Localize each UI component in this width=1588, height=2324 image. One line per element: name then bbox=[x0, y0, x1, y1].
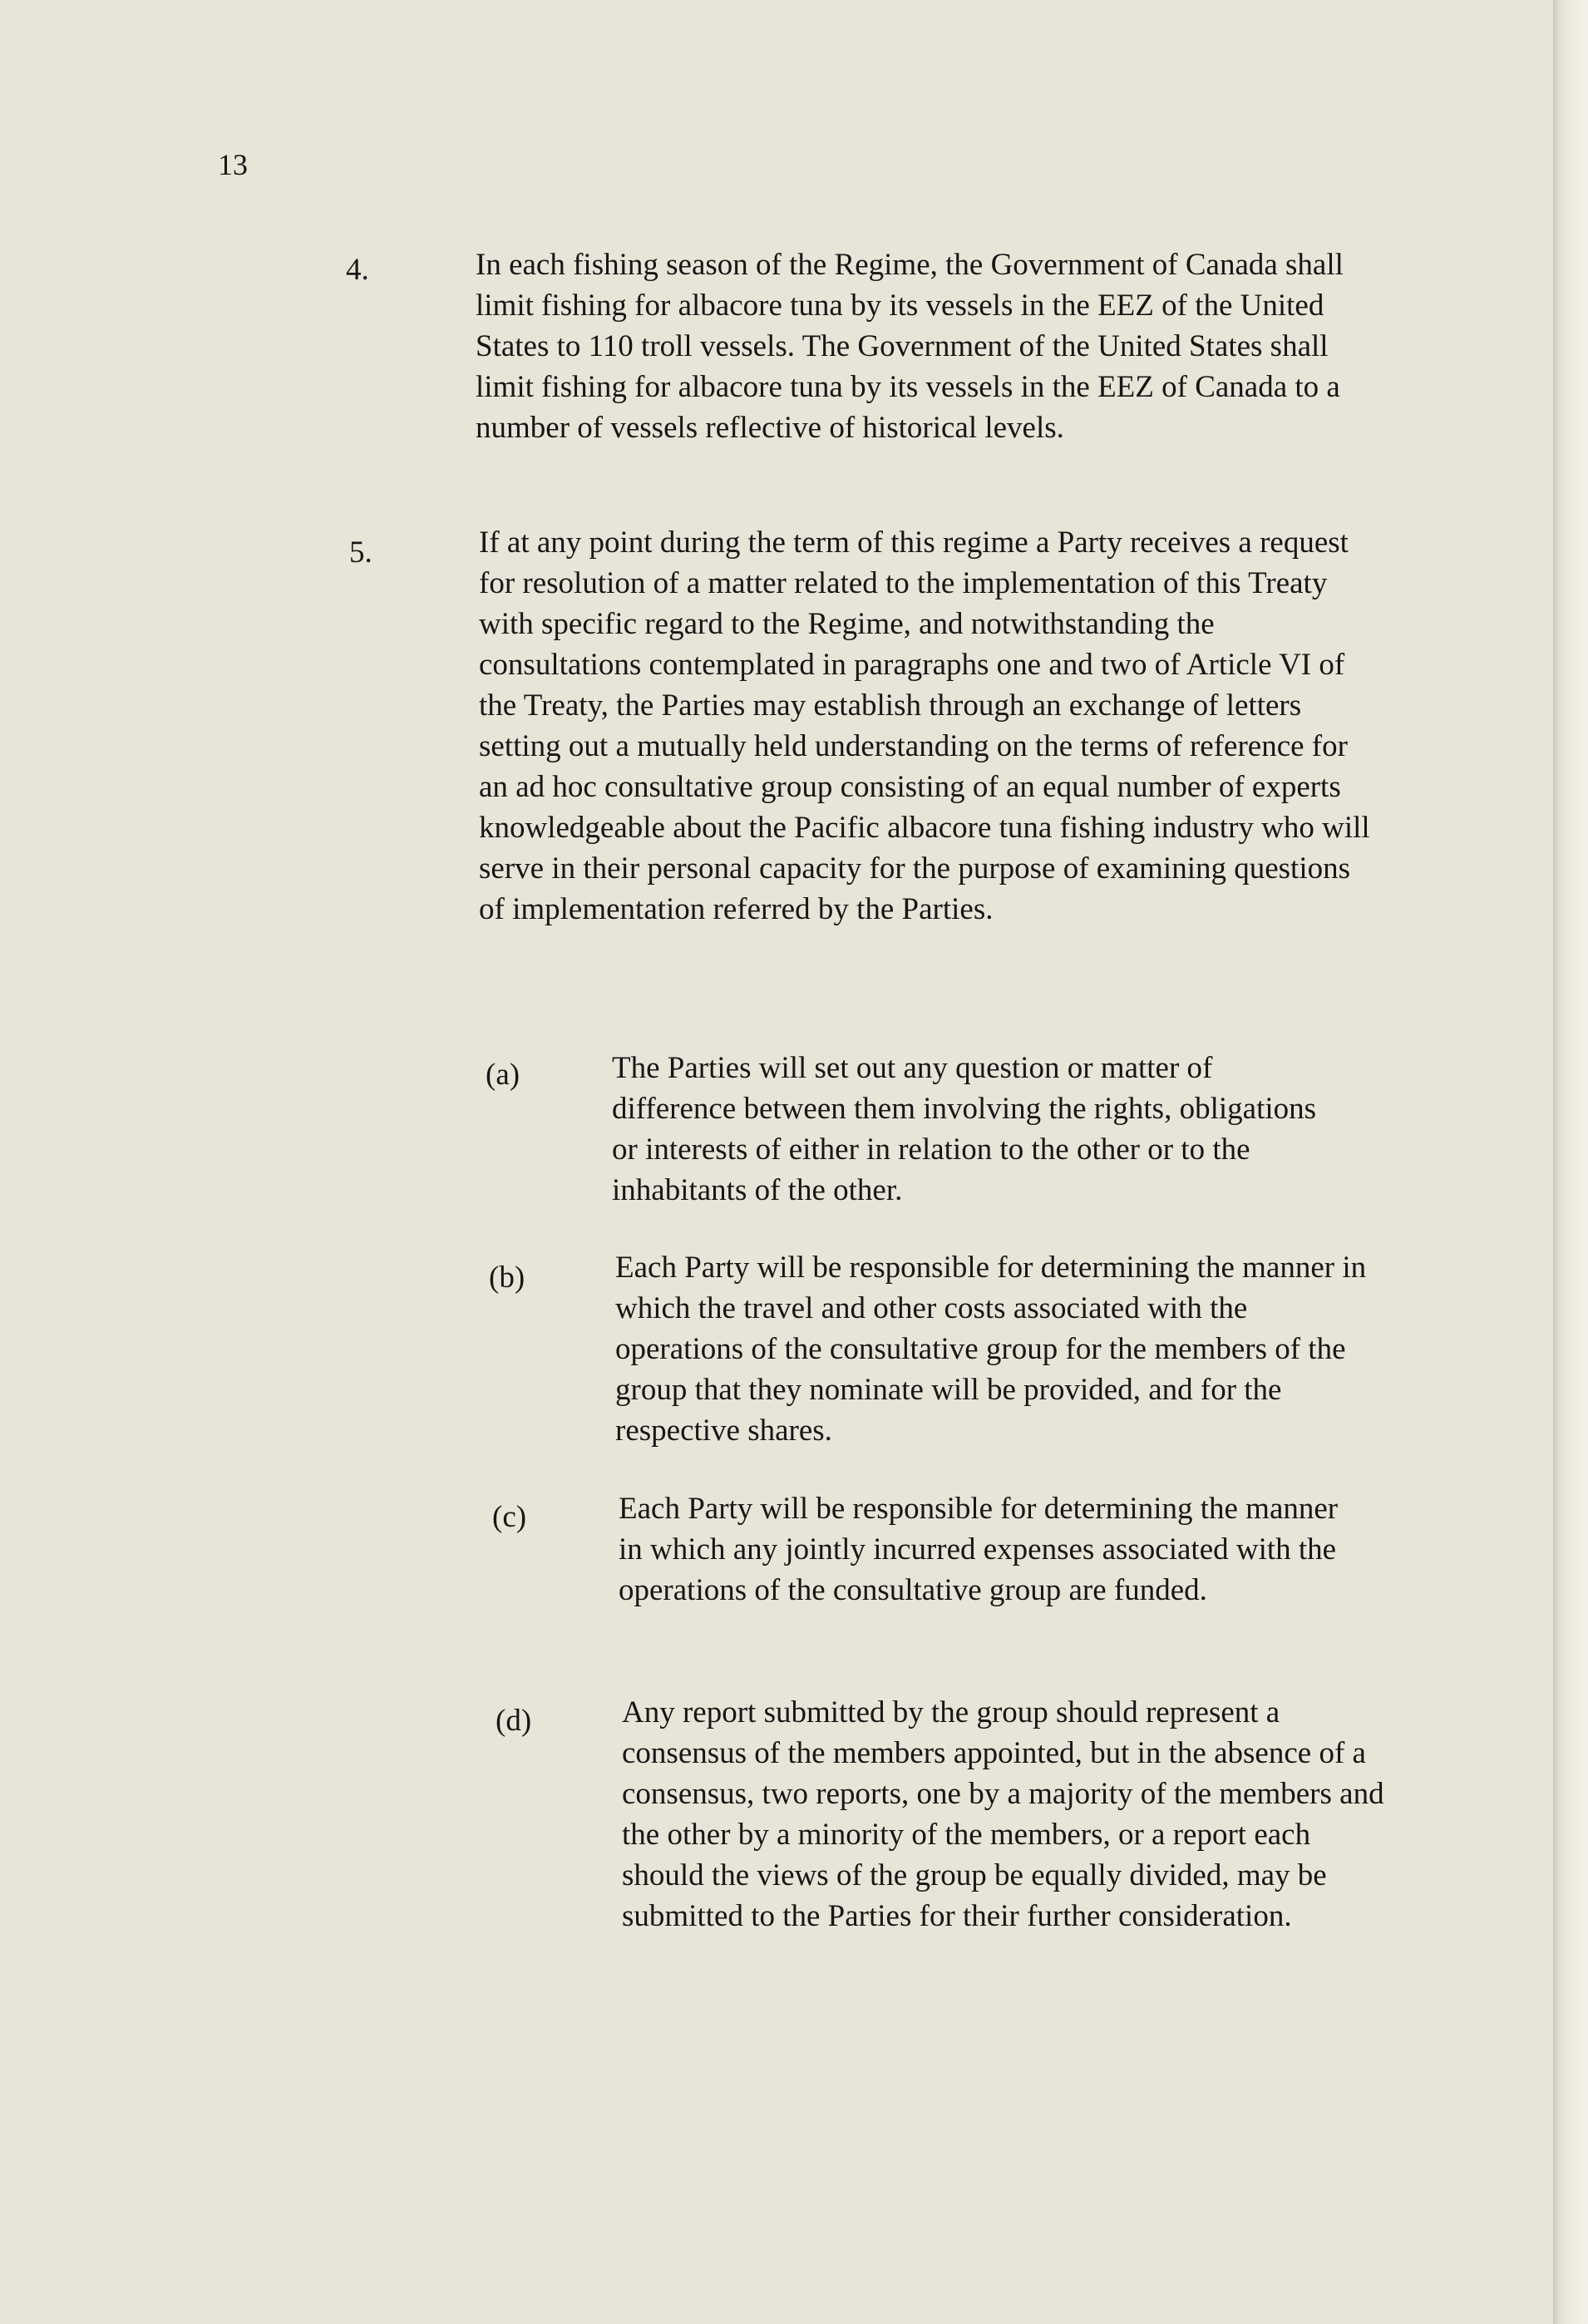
page-number: 13 bbox=[218, 148, 248, 181]
subparagraph-c-label: (c) bbox=[492, 1500, 527, 1534]
paragraph-5-number: 5. bbox=[349, 535, 372, 570]
subparagraph-a-text: The Parties will set out any question or matter of difference between them involving the rights, obligations or interests of either in relation to the other or to the inhabitants of the other. bbox=[612, 1051, 1317, 1207]
subparagraph-d-text: Any report submitted by the group should represent a consensus of the members appointed, but in the absence of a consensus, two reports, one by a majority of the members and the other by a minority of the members, or a report each should the views of the group be equally divided, may be submitted to the Parties for their further consideration. bbox=[622, 1695, 1384, 1933]
subparagraph-c-text: Each Party will be responsible for determining the manner in which any jointly incurred expenses associated with the operations of the consultative group are funded. bbox=[619, 1492, 1339, 1607]
subparagraph-b-text: Each Party will be responsible for determining the manner in which the travel and other costs associated with the operations of the consultative group for the members of the group that they nominate will be provided, and for the respective shares. bbox=[615, 1251, 1367, 1448]
subparagraph-d-label: (d) bbox=[496, 1704, 532, 1738]
page-edge bbox=[1553, 0, 1588, 2324]
paragraph-5-text: If at any point during the term of this regime a Party receives a request for resolution of a matter related to the implementation of this Treaty with specific regard to the Regime, and notwithstanding the consultations contemplated in paragraphs one and two of Article VI of the Treaty, the Parties may establish through an exchange of letters setting out a mutually held understanding on the terms of reference for an ad hoc consultative group consisting of an equal number of experts knowledgeable about the Pacific albacore tuna fishing industry who will serve in their personal capacity for the purpose of examining questions of implementation referred by the Parties. bbox=[479, 525, 1370, 926]
paragraph-4-text: In each fishing season of the Regime, the Government of Canada shall limit fishing for albacore tuna by its vessels in the EEZ of the United States to 110 troll vessels. The Government of the United States shall limit fishing for albacore tuna by its vessels in the EEZ of Canada to a number of vessels reflective of historical levels. bbox=[476, 248, 1344, 445]
subparagraph-a-label: (a) bbox=[486, 1058, 520, 1092]
paragraph-4-number: 4. bbox=[346, 253, 369, 287]
subparagraph-b-label: (b) bbox=[489, 1261, 525, 1295]
